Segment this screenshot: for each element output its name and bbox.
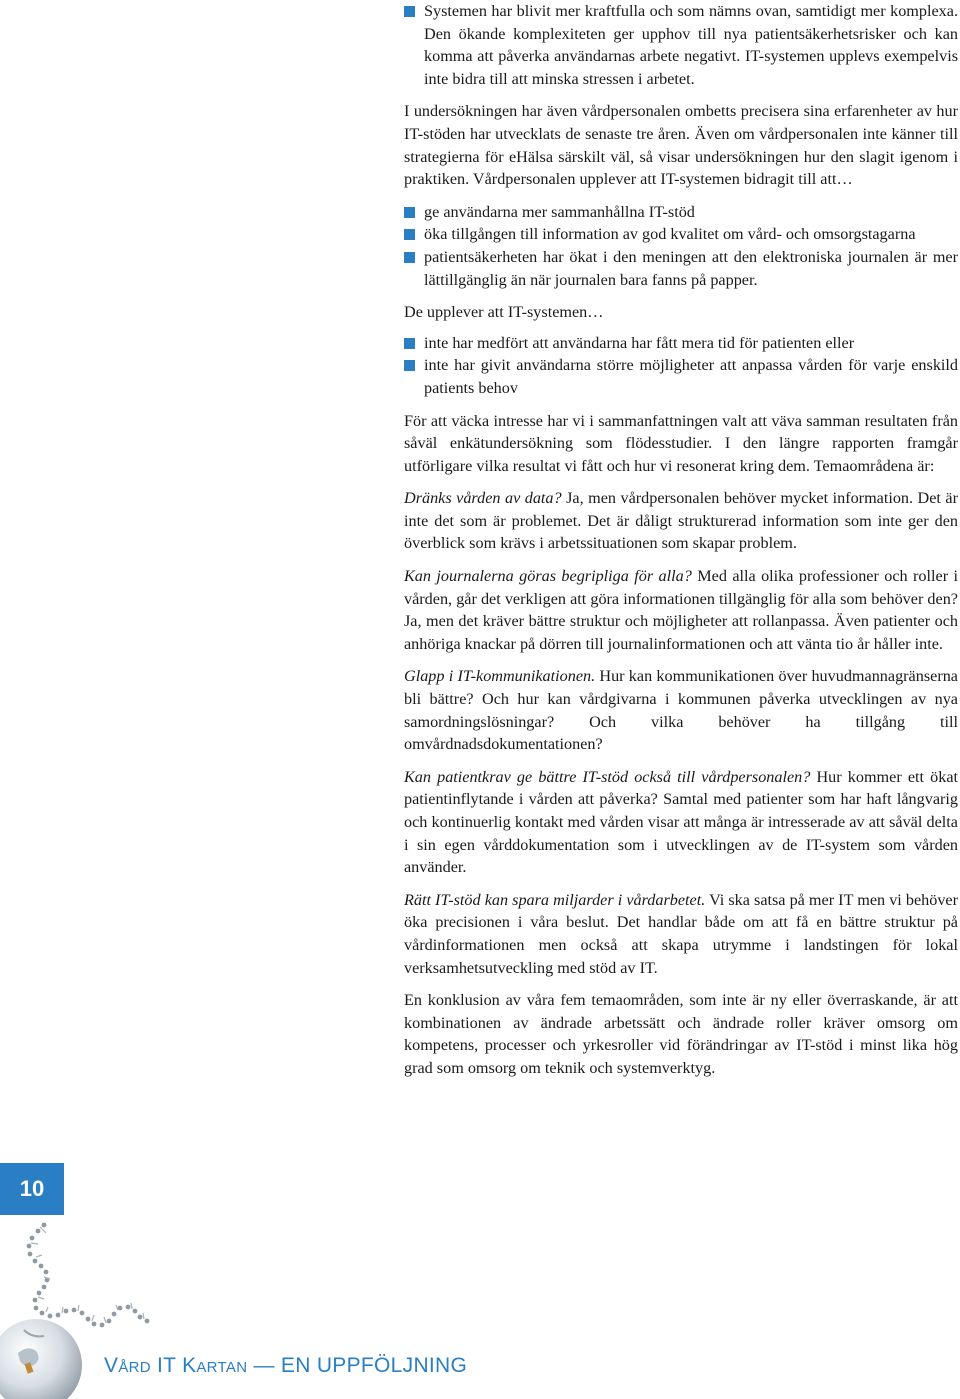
theme-paragraph xyxy=(404,487,958,555)
theme-text: Hur kommer ett ökat patientinflytande i vården att påverka? Samtal med patienter som har haft långvarig och kontinuerlig kontakt med vården visar att många är intresserade av att såväl delta i sin egen vårddokumentation som i utvecklingen av de IT-system som vården använder. xyxy=(404,767,959,877)
theme-title: Kan patientkrav ge bättre IT-stöd också till vårdpersonalen? xyxy=(404,767,811,786)
list-item: inte har medfört att användarna har fått mera tid för patienten eller xyxy=(404,332,958,355)
theme-text: Vi ska satsa på mer IT men vi behöver öka precisionen i våra beslut. Det handlar både om att få en bättre struktur på vårdinformationen men också att skapa utrymme i landstingen för lokal verksamhetsutveckling med stöd av IT. xyxy=(404,890,958,977)
list-item: ge användarna mer sammanhållna IT-stöd xyxy=(404,201,958,224)
theme-text: Ja, men vårdpersonalen behöver mycket information. Det är inte det som är problemet. Det är dåligt strukturerad information som inte ger den överblick som krävs i arbetssituationen som skapar problem. xyxy=(404,489,958,553)
theme-text: Med alla olika professioner och roller i vården, går det verkligen att göra informationen tillgänglig för alla som behöver den? Ja, men det kräver bättre struktur och möjligheter att rollanpassa. Även patienter och anhöriga knackar på dörren till journalinformationen och att vänta tio år håller inte. xyxy=(404,567,959,653)
theme-title: Kan journalerna göras begripliga för alla? xyxy=(404,567,692,586)
footer-title xyxy=(104,1354,467,1378)
list-item: Systemen har blivit mer kraftfulla och som nämns ovan, samtidigt mer komplexa. Den ökande komplexiteten ger upphov till nya patientsäkerhetsrisker och kan komma att påverka användarnas arbete negativt. IT-systemen upplevs exempelvis inte bidra till att minska stressen i arbetet. xyxy=(404,0,958,90)
paragraph-intro: I undersökningen har även vårdpersonalen ombetts precisera sina erfarenheter av hur IT-stöden har utvecklats de senaste tre åren. Även om vårdpersonalen inte känner till strategierna för eHälsa särskilt väl, så visar undersökningen hur den slagit igenom i praktiken. Vårdpersonalen upplever att IT-systemen bidragit till att… xyxy=(404,102,958,189)
main-text-column xyxy=(404,0,958,1090)
theme-paragraph xyxy=(404,565,958,655)
footer-dash: — xyxy=(253,1354,275,1377)
paragraph-summary: För att väcka intresse har vi i sammanfattningen valt att väva samman resultaten från såväl enkätundersökning som flödesstudier. I den längre rapporten framgår utförligare vilka resultat vi fått och hur vi resonerat kring dem. Temaområdena är: xyxy=(404,411,958,475)
footer-part3-cap: K xyxy=(182,1354,197,1377)
theme-title: Glapp i IT-kommunikationen. xyxy=(404,667,596,686)
bullet-list-positive xyxy=(404,201,958,291)
footer-part2: IT xyxy=(157,1354,176,1377)
list-item: patientsäkerheten har ökat i den meningen att den elektroniska journalen är mer lättillgänglig än när journalen bara fanns på papper. xyxy=(404,246,958,291)
theme-text: Hur kan kommunikationen över huvudmannagränserna bli bättre? Och hur kan vårdgivarna i kommunen påverka utvecklingen av nya samordningslösningar? Och vilka behöver ha tillgång till omvårdnadsdokumentationen? xyxy=(404,667,958,754)
bullet-list-top xyxy=(404,0,958,90)
theme-title: Rätt IT-stöd kan spara miljarder i vårdarbetet. xyxy=(404,890,706,909)
footer-part3-rest: ARTAN xyxy=(196,1359,248,1376)
theme-paragraph xyxy=(404,889,958,979)
footer-part1-cap: V xyxy=(104,1354,119,1377)
theme-paragraph xyxy=(404,766,958,879)
theme-title: Dränks vården av data? xyxy=(404,489,562,508)
paragraph-conclusion: En konklusion av våra fem temaområden, som inte är ny eller överraskande, är att kombinationen av ändrade arbetssätt och ändrade roller kräver omsorg om kompetens, processer och yrkesroller vid förändringar av IT-stöd i minst lika hög grad som omsorg om teknik och systemverktyg. xyxy=(404,991,958,1077)
page-number: 10 xyxy=(0,1163,64,1215)
paragraph-lead: De upplever att IT-systemen… xyxy=(404,303,604,322)
theme-paragraph xyxy=(404,665,958,755)
footer-part4: EN UPPFÖLJNING xyxy=(280,1354,468,1377)
list-item: öka tillgången till information av god kvalitet om vård- och omsorgstagarna xyxy=(404,223,958,246)
footer-part1-rest: ÅRD xyxy=(118,1359,151,1376)
list-item: inte har givit användarna större möjligheter att anpassa vården för varje enskild patients behov xyxy=(404,354,958,399)
bullet-list-negative xyxy=(404,332,958,400)
